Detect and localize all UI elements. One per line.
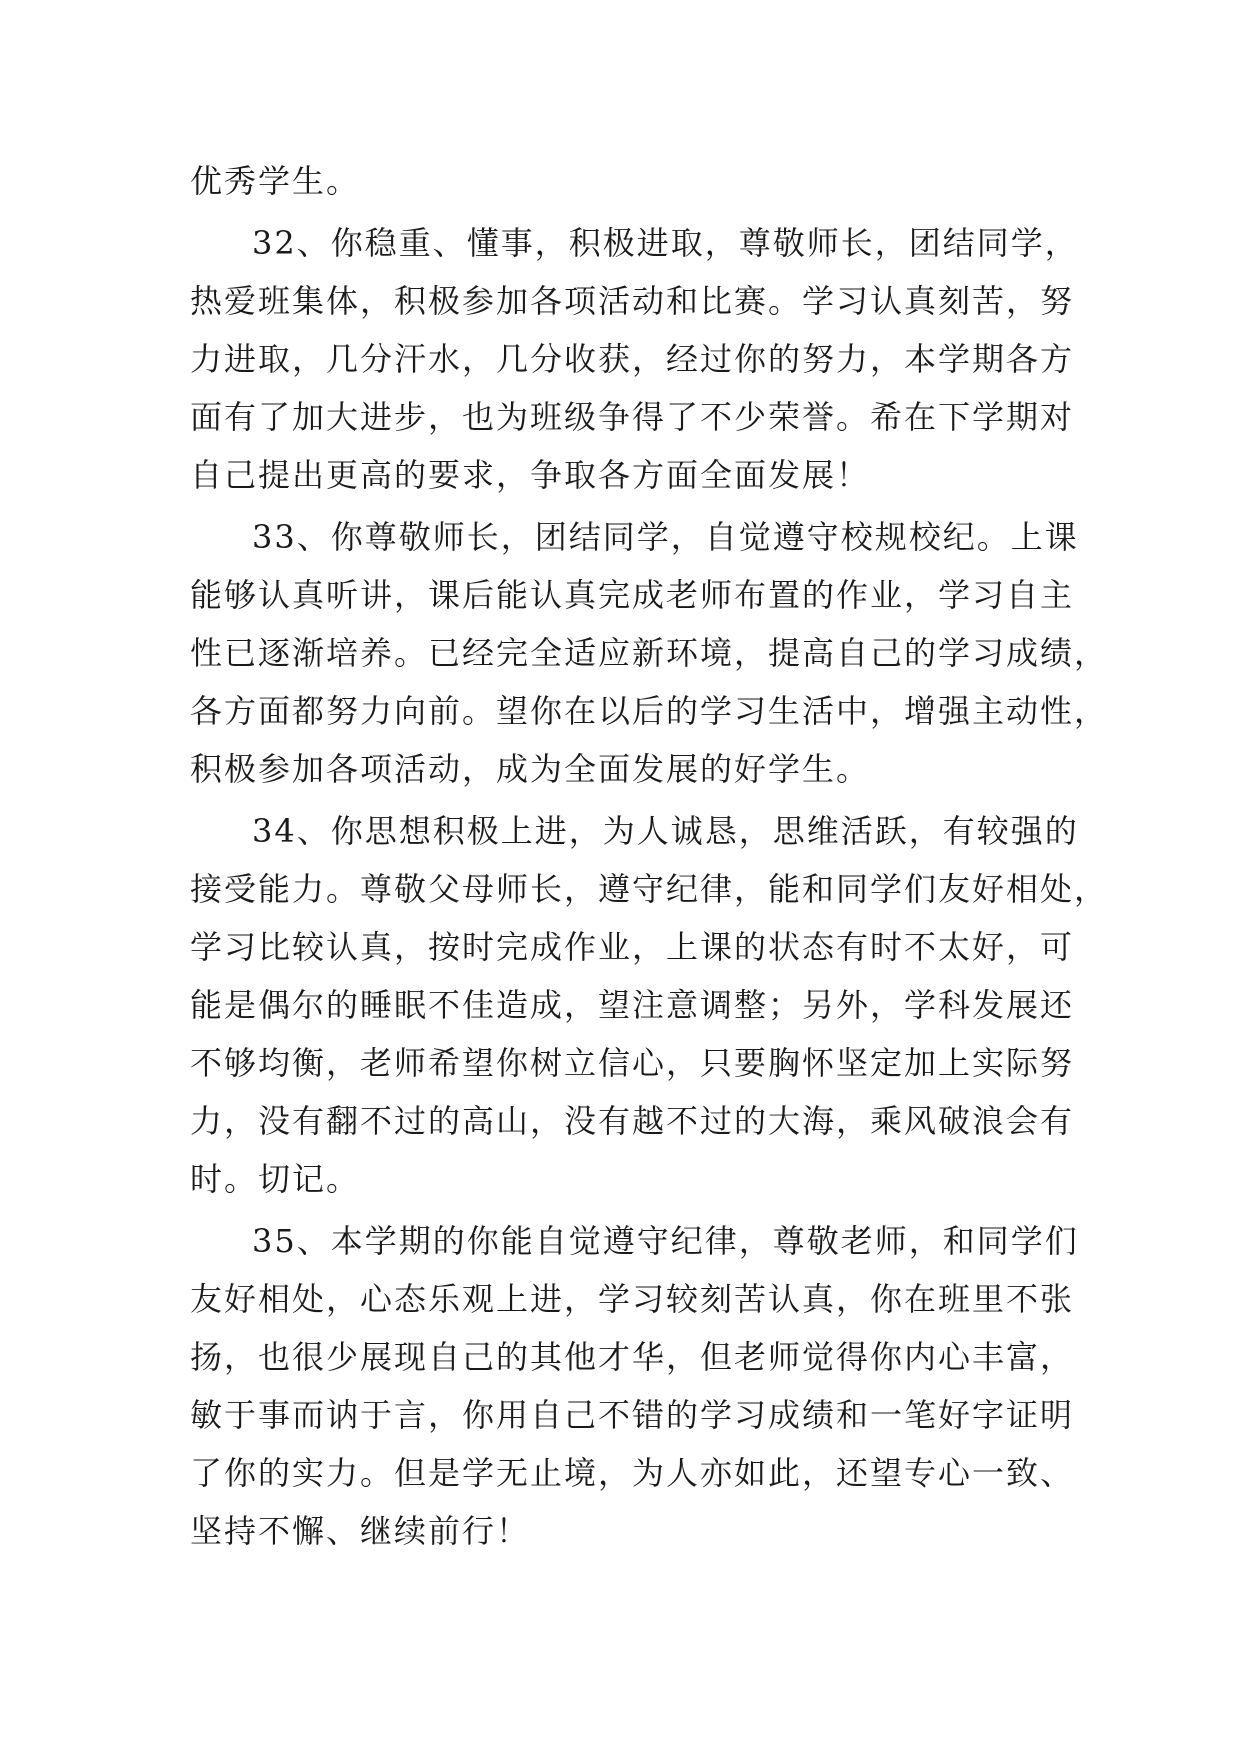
text-line: 能够认真听讲，课后能认真完成老师布置的作业，学习自主 (190, 576, 1075, 614)
text-line: 了你的实力。但是学无止境，为人亦如此，还望专心一致、 (190, 1454, 1075, 1492)
paragraph-33 (190, 508, 1109, 798)
text-line: 34、你思想积极上进，为人诚恳，思维活跃，有较强的 (252, 812, 1079, 850)
text-line: 不够均衡，老师希望你树立信心，只要胸怀坚定加上实际努 (190, 1044, 1075, 1082)
text-line: 力进取，几分汗水，几分收获，经过你的努力，本学期各方 (190, 340, 1075, 378)
text-line: 学习比较认真，按时完成作业，上课的状态有时不太好，可 (190, 928, 1075, 966)
paragraph-35 (190, 1212, 1079, 1560)
text-line: 面有了加大进步，也为班级争得了不少荣誉。希在下学期对 (190, 398, 1075, 436)
text-line: 友好相处，心态乐观上进，学习较刻苦认真，你在班里不张 (190, 1280, 1075, 1318)
text-line: 性已逐渐培养。已经完全适应新环境，提高自己的学习成绩， (190, 634, 1109, 672)
text-line: 优秀学生。 (190, 162, 361, 200)
text-line: 时。切记。 (190, 1160, 361, 1198)
text-line: 热爱班集体，积极参加各项活动和比赛。学习认真刻苦，努 (190, 282, 1075, 320)
document-body (190, 152, 1109, 1564)
text-line: 35、本学期的你能自觉遵守纪律，尊敬老师，和同学们 (252, 1222, 1079, 1260)
paragraph-32 (190, 214, 1079, 504)
text-line: 32、你稳重、懂事，积极进取，尊敬师长，团结同学， (252, 224, 1079, 262)
text-line: 自己提出更高的要求，争取各方面全面发展！ (190, 456, 871, 494)
text-line: 能是偶尔的睡眠不佳造成，望注意调整；另外，学科发展还 (190, 986, 1075, 1024)
text-line: 扬，也很少展现自己的其他才华，但老师觉得你内心丰富， (190, 1338, 1075, 1376)
text-line: 33、你尊敬师长，团结同学，自觉遵守校规校纪。上课 (252, 518, 1079, 556)
paragraph-34 (190, 802, 1109, 1208)
text-line: 力，没有翻不过的高山，没有越不过的大海，乘风破浪会有 (190, 1102, 1075, 1140)
text-line: 敏于事而讷于言，你用自己不错的学习成绩和一笔好字证明 (190, 1396, 1075, 1434)
text-line: 坚持不懈、继续前行！ (190, 1512, 531, 1550)
text-line: 接受能力。尊敬父母师长，遵守纪律，能和同学们友好相处， (190, 870, 1109, 908)
text-line: 各方面都努力向前。望你在以后的学习生活中，增强主动性， (190, 692, 1109, 730)
paragraph-continuation (190, 152, 1050, 210)
text-line: 积极参加各项活动，成为全面发展的好学生。 (190, 750, 871, 788)
